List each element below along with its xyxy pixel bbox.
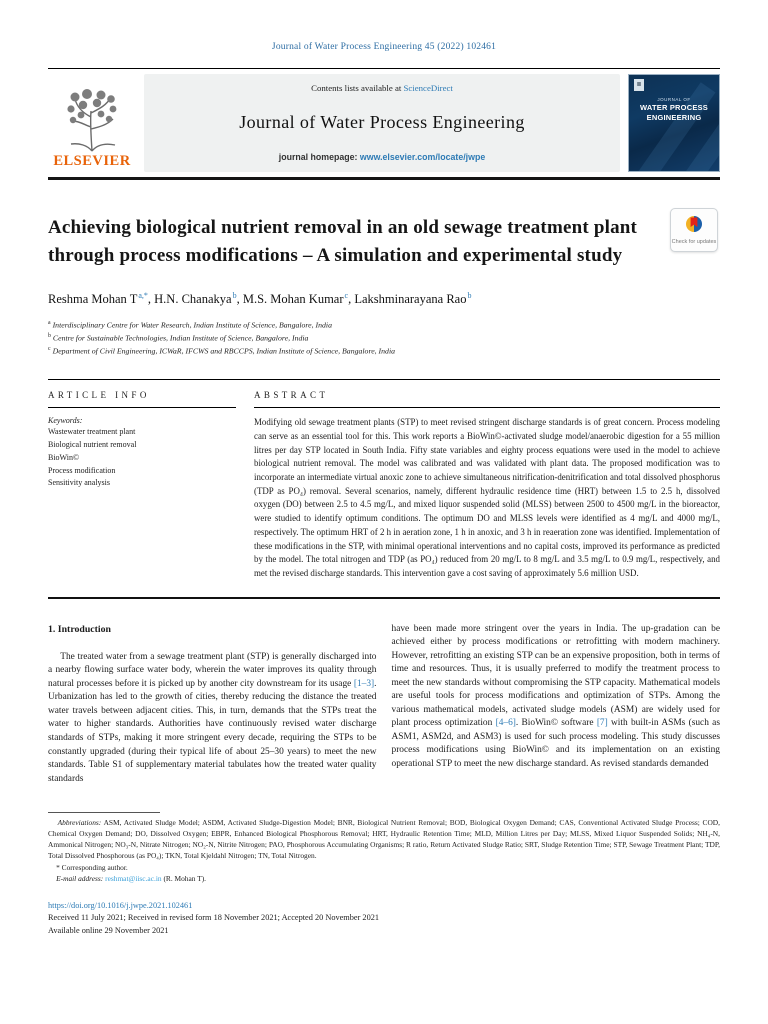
author-list: Reshma Mohan $T^{a,*}$, H.N. Chanakya$^b$, M.S. Mohan Kumar$^c$, Lakshminarayana Rao$^b$ bbox=[48, 291, 472, 307]
keyword-item: Sensitivity analysis bbox=[48, 478, 110, 488]
article-title: Achieving biological nutrient removal in an old sewage treatment plant through process modifications – A simulation and experimental study bbox=[48, 217, 638, 266]
keyword-item: Biological nutrient removal bbox=[48, 440, 137, 450]
doi-link[interactable]: https://doi.org/10.1016/j.jwpe.2021.102461 bbox=[48, 900, 193, 910]
citation-link[interactable]: [4–6] bbox=[495, 718, 516, 729]
body-text-columns bbox=[48, 623, 720, 786]
contents-prefix-text: Contents lists available at bbox=[311, 83, 404, 93]
article-info-column bbox=[48, 390, 236, 580]
citation-link[interactable]: [1–3] bbox=[353, 678, 375, 689]
email-link[interactable]: reshmat@iisc.ac.in bbox=[105, 873, 162, 883]
masthead-bottom-rule bbox=[48, 177, 720, 180]
abbreviations-text: ASM, Activated Sludge Model; ASDM, Activated Sludge-Digestion Model; BNR, Biological Nutrient Removal; BOD, Biological Oxygen Demand; CAS, Conventional Activated Sludge Process; COD, Chemical Oxygen Demand; DO, Dissolved Oxygen; EBPR, Enhanced Biological Phosphorous Removal; HRT, Hydraulic Retention Time; MLD, Million Litres per Day; MLSS, Mixed Liquor Suspended Solids; NH₄-N, Ammonical Nitrogen; NO₃-N, Nitrate Nitrogen; NO₂-N, Nitrite Nitrogen; PAO, Phosphorous Accumulating Organisms; R ratio, Return Activated Sludge Ratio; SRT, Sludge Retention Time; STP, Sewage Treatment Plant; TDP, Total Dissolved Phosphorous (as PO₄); TKN, Total Kjeldahl Nitrogen; TN, Total Nitrogen. bbox=[48, 818, 720, 861]
homepage-prefix-text: journal homepage: bbox=[278, 152, 360, 162]
cover-publisher-mark: ≣ bbox=[634, 79, 644, 91]
cover-title-text bbox=[629, 97, 719, 122]
available-online-line: Available online 29 November 2021 bbox=[48, 925, 169, 935]
body-text: . Urbanization has led to the growth of cities, thereby reducing the distance the treated water travels between adjacent cities. This, in turn, demands that the STPs treat the water to higher standards. Authorities have continuously revised water discharge standards of STPs, making it more stringent every decade, requiring the STPs to be constantly upgraded (during their typical life of about 25–30 years) to meet the new standards. Table S1 of supplementary material tabulates how the treated water quality standards bbox=[48, 678, 377, 784]
abstract-heading: ABSTRACT bbox=[254, 390, 329, 401]
affiliation-row: $^a$ Interdisciplinary Centre for Water Research, Indian Institute of Science, Bangalore, India bbox=[48, 320, 332, 330]
keywords-label: Keywords: bbox=[48, 416, 83, 426]
keyword-item: Wastewater treatment plant bbox=[48, 427, 136, 437]
article-info-rule bbox=[48, 407, 236, 408]
received-dates-line: Received 11 July 2021; Received in revised form 18 November 2021; Accepted 20 November 2021 bbox=[48, 913, 380, 923]
cover-line2: WATER PROCESS bbox=[640, 103, 708, 112]
cover-line3: ENGINEERING bbox=[646, 113, 702, 122]
author-affiliation-sup[interactable]: b bbox=[467, 291, 472, 301]
contents-list-line bbox=[311, 83, 453, 93]
body-text: The treated water from a sewage treatment plant (STP) is generally discharged into a nearby flowing surface water body, wherein the water improves its quality through natural processes before it is picked up by another city downstream for its usage bbox=[48, 651, 377, 689]
author-affiliation-sup[interactable]: b bbox=[232, 291, 237, 301]
author-name[interactable]: Lakshminarayana Rao bbox=[354, 292, 467, 307]
check-updates-label: Check for updates bbox=[671, 238, 717, 245]
affiliation-row: $^b$ Centre for Sustainable Technologies, Indian Institute of Science, Bangalore, India bbox=[48, 332, 309, 343]
doi-dates-block bbox=[48, 900, 720, 937]
footnote-block bbox=[48, 812, 720, 884]
journal-homepage-line bbox=[279, 152, 485, 162]
sciencedirect-link[interactable]: ScienceDirect bbox=[403, 83, 453, 93]
journal-reference-header: Journal of Water Process Engineering 45 (2022) 102461 bbox=[271, 42, 497, 52]
body-text: have been made more stringent over the years in India. The up-gradation can be achieved either by process modifications or retrofitting with modern machinery. However, retrofitting an existing STP can be an expensive proposition, both in terms of time and resources. Thus, it is usually preferred to modify the treatment process to meet the new standards without compromising the STP capacity. Mathematical models are useful tools for process modifications and optimization of STPs. Among the various mathematical models, activated sludge models (ASM) are widely used for plant process optimization bbox=[391, 623, 720, 729]
elsevier-tree-icon bbox=[61, 87, 123, 155]
author-name[interactable]: H.N. Chanakya bbox=[154, 292, 232, 307]
email-line bbox=[48, 873, 720, 884]
abstract-rule bbox=[254, 407, 720, 408]
cover-line1: JOURNAL OF bbox=[657, 97, 691, 102]
email-suffix: (R. Mohan T). bbox=[161, 873, 207, 883]
body-text: . BioWin© software bbox=[515, 718, 597, 729]
abbreviations-label: Abbreviations: bbox=[57, 818, 102, 828]
journal-cover-thumbnail[interactable] bbox=[628, 74, 720, 172]
keyword-item: BioWin© bbox=[48, 452, 80, 462]
email-label: E-mail address: bbox=[56, 873, 106, 883]
affiliation-row: $^c$ Department of Civil Engineering, ICWaR, IFCWS and RBCCPS, Indian Institute of Science, Bangalore, India bbox=[48, 345, 396, 356]
masthead-journal-title: Journal of Water Process Engineering bbox=[239, 112, 525, 132]
body-text: with built-in ASMs (such as ASM1, ASM2d, and ASM3) is used for such process modeling. This study discusses process modifications using BioWin© and its implementation on an existing operational STP to meet the new discharge standard. As revised standards demanded bbox=[391, 718, 720, 770]
abstract-text: Modifying old sewage treatment plants (STP) to meet revised stringent discharge standards is of great concern. Process modeling can serve as an essential tool for this. This work reports a BioWin©-activated sludge model/anaerobic digestion for a 55 million litres per day STP located in South India. Fifty state variables and eighty process equations were used in the model to achieve biological nutrient removal. The model was calibrated and was validated with plant data. The proposed modification was to incorporate an intermediate virtual anoxic zone to achieve simultaneous nitrification-denitrification and total dissolved phosphorus (TDP as PO₄) removal. Several scenarios, namely, different hydraulic residence time (HRT) between 1.5 to 2.5 h, dissolved oxygen (DO) between 2.5 to 4.5 mg/L, and mixed liquor suspended solid (MLSS) between 2500 to 4500 mg/L in the bioreactor, were studied to identify optimum conditions. The optimum DO and MLSS levels were identified as 4 mg/L and 4000 mg/L, respectively. The optimum HRT of 2 h in aeration zone, 1 h in anoxic, and 3 h in reaeration zone was identified. Implementation of these modifications in the STP, with minimal operational interventions and no capital costs, improved its performance as predicted by the model. The total nitrogen and TDP (as PO₄) reduced from 20 mg/L to 8 mg/L and 3.5 mg/L to 0.9 mg/L, respectively, and met the revised discharge standards. This intervention gave a cost saving of approximately 5.6 million USD. bbox=[254, 417, 720, 578]
footnote-separator bbox=[48, 812, 160, 813]
intro-paragraph-right bbox=[392, 623, 721, 772]
crossmark-icon bbox=[685, 215, 703, 238]
corresponding-author-note: * Corresponding author. bbox=[56, 862, 128, 872]
check-for-updates-badge[interactable] bbox=[670, 208, 718, 252]
introduction-heading: 1. Introduction bbox=[48, 623, 111, 635]
citation-link[interactable]: [7] bbox=[596, 718, 608, 729]
homepage-url-link[interactable]: www.elsevier.com/locate/jwpe bbox=[359, 152, 486, 162]
body-left-column bbox=[48, 623, 377, 786]
author-affiliation-sup[interactable]: c bbox=[344, 291, 349, 301]
keywords-list bbox=[48, 426, 236, 490]
intro-paragraph-left bbox=[48, 651, 377, 786]
author-affiliation-sup[interactable]: a,* bbox=[138, 291, 148, 301]
elsevier-wordmark: ELSEVIER bbox=[53, 153, 131, 169]
keyword-item: Process modification bbox=[48, 465, 116, 475]
info-abstract-section bbox=[48, 379, 720, 598]
affiliation-list bbox=[48, 319, 720, 357]
elsevier-logo[interactable] bbox=[48, 74, 136, 172]
abstract-column bbox=[254, 390, 720, 580]
article-info-heading: ARTICLE INFO bbox=[48, 390, 150, 401]
body-right-column bbox=[392, 623, 721, 786]
author-name[interactable]: M.S. Mohan Kumar bbox=[242, 292, 344, 307]
journal-masthead bbox=[48, 68, 720, 172]
author-name[interactable]: Reshma Mohan T bbox=[48, 292, 138, 307]
masthead-center-panel bbox=[144, 74, 620, 172]
abbreviations-paragraph bbox=[48, 817, 720, 861]
